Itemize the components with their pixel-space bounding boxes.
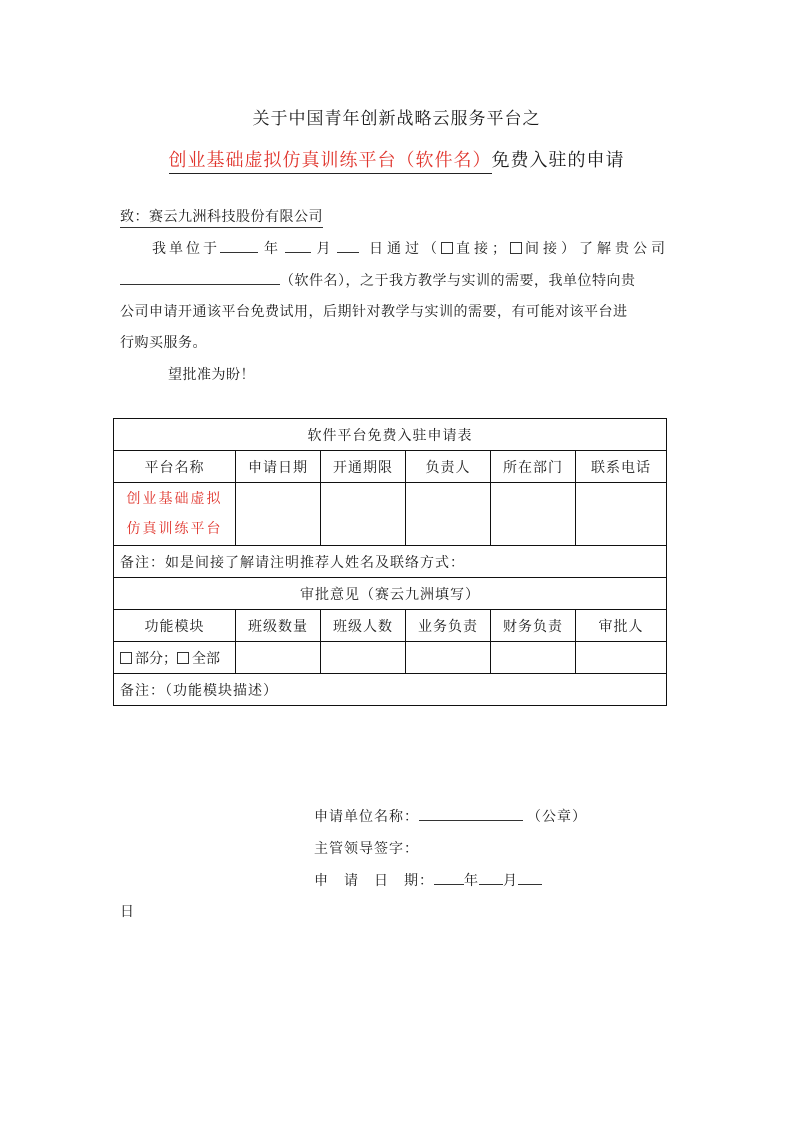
cell-platform-name: 创业基础虚拟仿真训练平台: [114, 483, 236, 546]
cell-approver[interactable]: [576, 642, 667, 674]
blank-year[interactable]: [220, 238, 258, 253]
applicant-unit-line: [314, 806, 587, 826]
blank-software-name[interactable]: [120, 270, 280, 285]
seal-label: （公章）: [527, 809, 587, 825]
text-p2: （软件名），之于我方教学与实训的需要，我单位特向贵: [280, 273, 636, 289]
paragraph-line-4: 行购买服务。: [120, 335, 207, 351]
header-function-module: 功能模块: [114, 610, 236, 642]
text-p1a: 我单位于: [152, 241, 220, 257]
header-class-count: 班级数量: [236, 610, 321, 642]
table-title: 软件平台免费入驻申请表: [114, 419, 667, 451]
blank-applicant-unit[interactable]: [419, 806, 523, 821]
title-software-name: 创业基础虚拟仿真训练平台（软件名）: [169, 150, 492, 174]
title-line-2: [0, 146, 793, 172]
header-department: 所在部门: [491, 451, 576, 483]
checkbox-direct[interactable]: [441, 242, 453, 254]
recipient-text: 致：赛云九洲科技股份有限公司: [120, 209, 323, 228]
checkbox-indirect[interactable]: [510, 242, 522, 254]
cell-person-in-charge[interactable]: [406, 483, 491, 546]
cell-phone[interactable]: [576, 483, 667, 546]
blank-sign-year[interactable]: [434, 870, 464, 885]
blank-day[interactable]: [337, 238, 359, 253]
note-indirect: 备注：如是间接了解请注明推荐人姓名及联络方式：: [114, 546, 667, 578]
leader-signature-label: 主管领导签字：: [314, 841, 419, 857]
application-table: [113, 418, 667, 706]
text-month: 月: [316, 241, 331, 257]
header-person-in-charge: 负责人: [406, 451, 491, 483]
sign-month: 月: [503, 873, 518, 889]
apply-date-label: 申 请 日 期：: [314, 873, 434, 889]
cell-business-owner[interactable]: [406, 642, 491, 674]
cell-open-period[interactable]: [321, 483, 406, 546]
cell-finance-owner[interactable]: [491, 642, 576, 674]
checkbox-all[interactable]: [177, 652, 189, 664]
title-line-1: 关于中国青年创新战略云服务平台之: [252, 109, 541, 129]
applicant-unit-label: 申请单位名称：: [314, 809, 419, 825]
sign-year: 年: [464, 873, 479, 889]
blank-sign-month[interactable]: [479, 870, 503, 885]
header-finance-owner: 财务负责: [491, 610, 576, 642]
header-approver: 审批人: [576, 610, 667, 642]
header-platform-name: 平台名称: [114, 451, 236, 483]
text-direct: 直接；: [455, 241, 510, 257]
approval-title: 审批意见（赛云九洲填写）: [114, 578, 667, 610]
table-header-row: [114, 451, 667, 483]
header-phone: 联系电话: [576, 451, 667, 483]
paragraph-line-1: [152, 238, 672, 258]
cell-department[interactable]: [491, 483, 576, 546]
note-module-description: 备注：（功能模块描述）: [114, 674, 667, 706]
option-part-label: 部分；: [135, 650, 177, 667]
header-apply-date: 申请日期: [236, 451, 321, 483]
header-business-owner: 业务负责: [406, 610, 491, 642]
text-day: 日通过（: [368, 241, 441, 257]
header-open-period: 开通期限: [321, 451, 406, 483]
paragraph-line-3: 公司申请开通该平台免费试用，后期针对教学与实训的需要，有可能对该平台进: [120, 304, 628, 320]
leader-signature-line: [314, 838, 419, 858]
paragraph-line-2: [120, 270, 636, 290]
table-row: [114, 483, 667, 546]
cell-function-module: [114, 642, 236, 674]
blank-sign-day[interactable]: [518, 870, 542, 885]
cell-apply-date[interactable]: [236, 483, 321, 546]
blank-month[interactable]: [285, 238, 311, 253]
closing-line: 望批准为盼！: [168, 367, 255, 383]
approval-header-row: [114, 610, 667, 642]
option-all-label: 全部: [192, 650, 220, 667]
recipient: [120, 206, 323, 226]
checkbox-part[interactable]: [120, 652, 132, 664]
cell-class-count[interactable]: [236, 642, 321, 674]
title-request: 免费入驻的申请: [491, 150, 625, 171]
apply-date-line: [314, 870, 542, 890]
header-class-size: 班级人数: [321, 610, 406, 642]
cell-class-size[interactable]: [321, 642, 406, 674]
sign-day: 日: [120, 904, 135, 920]
text-year: 年: [264, 241, 279, 257]
text-indirect: 间接）了解贵公司: [524, 241, 669, 257]
table-row: [114, 642, 667, 674]
